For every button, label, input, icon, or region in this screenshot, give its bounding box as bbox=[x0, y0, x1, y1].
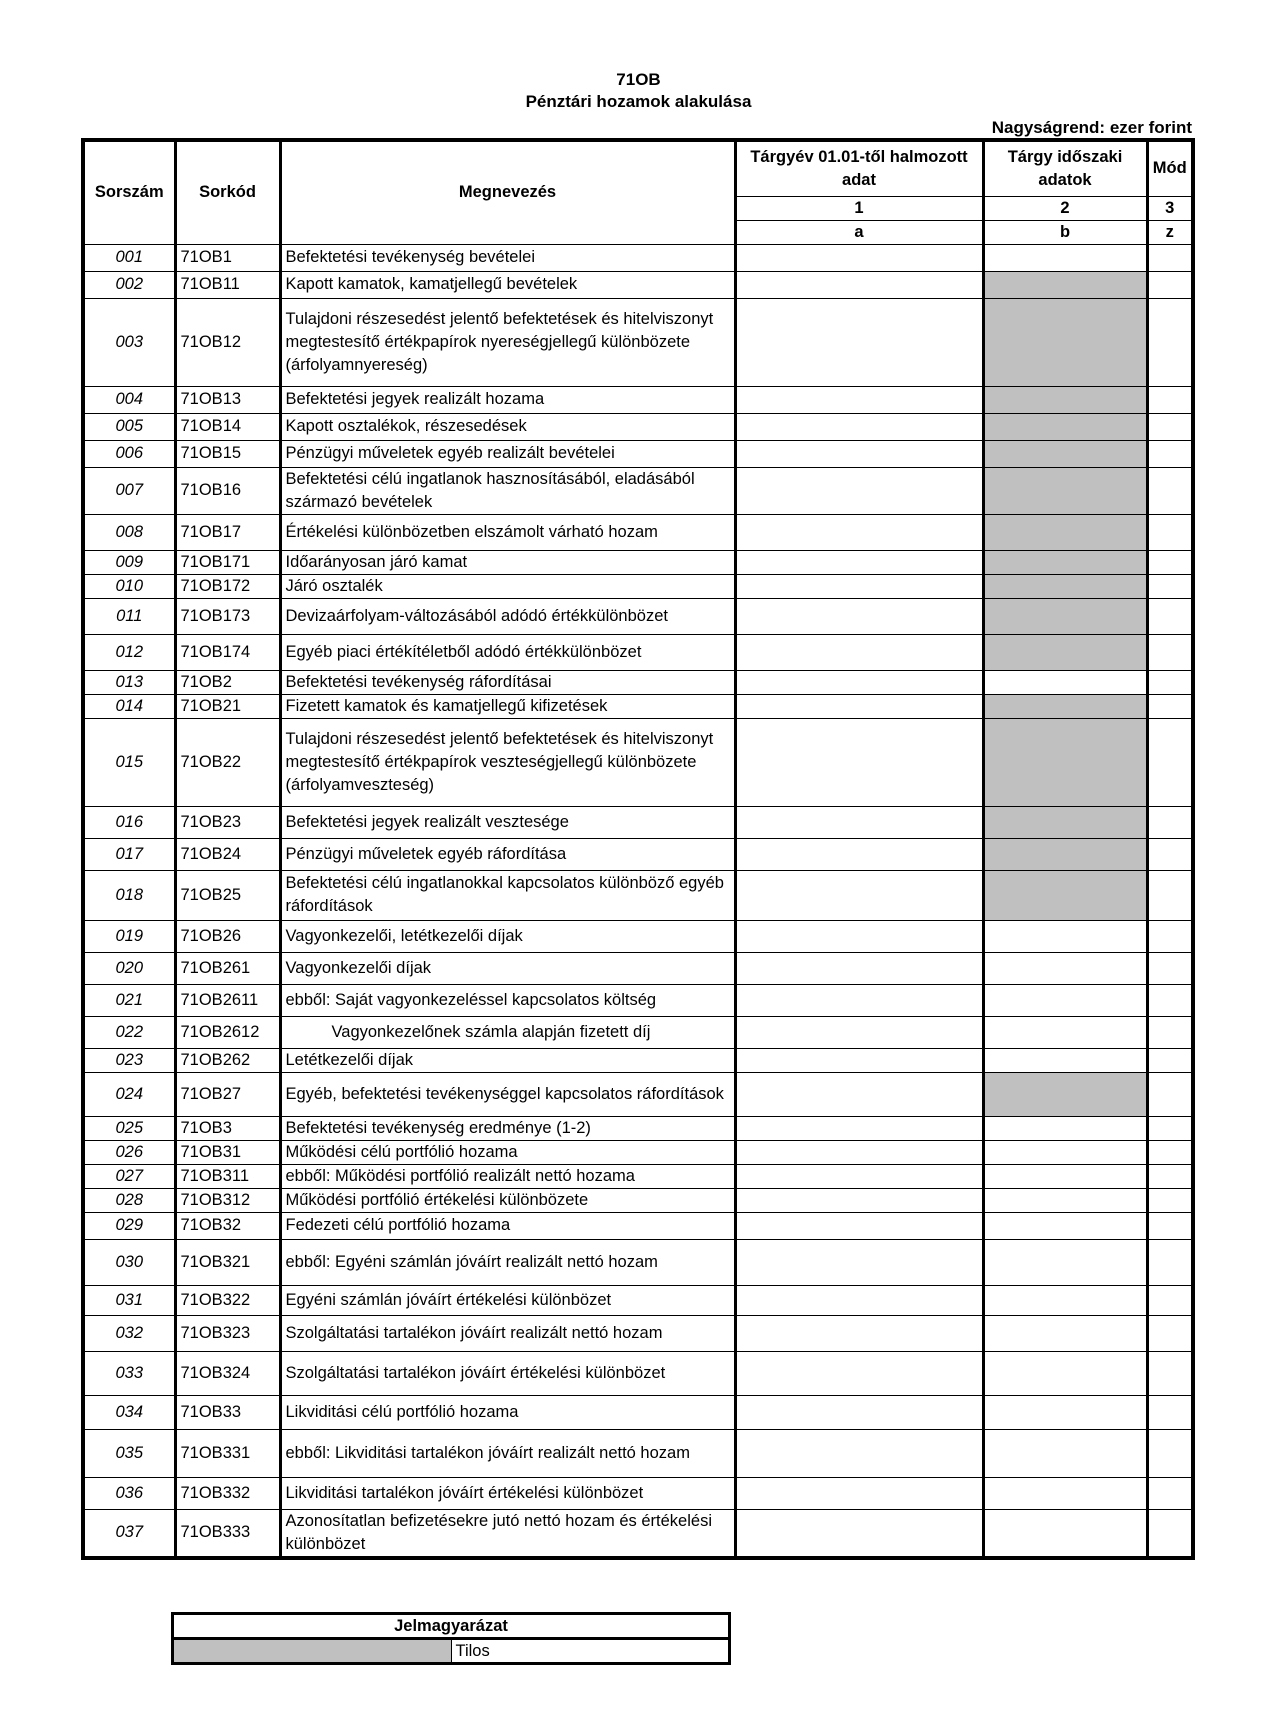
value-cell-b[interactable] bbox=[983, 1429, 1147, 1477]
row-name: Egyéni számlán jóváírt értékelési különbözet bbox=[280, 1285, 735, 1315]
mode-cell[interactable] bbox=[1147, 298, 1193, 386]
mode-cell[interactable] bbox=[1147, 1509, 1193, 1558]
table-row bbox=[83, 1048, 1193, 1072]
mode-cell[interactable] bbox=[1147, 598, 1193, 634]
value-cell-b[interactable] bbox=[983, 1239, 1147, 1285]
header-col3-num: 3 bbox=[1147, 196, 1193, 220]
table-row bbox=[83, 298, 1193, 386]
mode-cell[interactable] bbox=[1147, 670, 1193, 694]
forbidden-cell-b bbox=[983, 694, 1147, 718]
row-code: 71OB22 bbox=[175, 718, 280, 806]
row-index: 009 bbox=[83, 550, 175, 574]
row-index: 022 bbox=[83, 1016, 175, 1048]
forbidden-cell-b bbox=[983, 1072, 1147, 1116]
value-cell-a[interactable] bbox=[735, 1164, 983, 1188]
mode-cell[interactable] bbox=[1147, 244, 1193, 271]
mode-cell[interactable] bbox=[1147, 1140, 1193, 1164]
value-cell-a[interactable] bbox=[735, 1048, 983, 1072]
row-code: 71OB321 bbox=[175, 1239, 280, 1285]
row-name: Szolgáltatási tartalékon jóváírt realizált nettó hozam bbox=[280, 1315, 735, 1351]
header-sorszam: Sorszám bbox=[83, 140, 175, 244]
row-name: Befektetési jegyek realizált hozama bbox=[280, 386, 735, 413]
table-row bbox=[83, 1285, 1193, 1315]
legend-table bbox=[171, 1612, 731, 1665]
row-index: 008 bbox=[83, 514, 175, 550]
value-cell-a[interactable] bbox=[735, 598, 983, 634]
row-code: 71OB27 bbox=[175, 1072, 280, 1116]
row-index: 035 bbox=[83, 1429, 175, 1477]
table-row bbox=[83, 440, 1193, 467]
value-cell-a[interactable] bbox=[735, 984, 983, 1016]
row-code: 71OB171 bbox=[175, 550, 280, 574]
row-index: 010 bbox=[83, 574, 175, 598]
table-row bbox=[83, 1212, 1193, 1239]
row-index: 018 bbox=[83, 870, 175, 920]
value-cell-b[interactable] bbox=[983, 1315, 1147, 1351]
row-name: Vagyonkezelőnek számla alapján fizetett díj bbox=[280, 1016, 735, 1048]
table-row bbox=[83, 514, 1193, 550]
value-cell-b[interactable] bbox=[983, 1188, 1147, 1212]
table-row bbox=[83, 574, 1193, 598]
mode-cell[interactable] bbox=[1147, 1188, 1193, 1212]
row-name: ebből: Működési portfólió realizált nettó hozama bbox=[280, 1164, 735, 1188]
table-row bbox=[83, 1509, 1193, 1558]
row-index: 005 bbox=[83, 413, 175, 440]
row-code: 71OB13 bbox=[175, 386, 280, 413]
mode-cell[interactable] bbox=[1147, 694, 1193, 718]
forbidden-cell-b bbox=[983, 574, 1147, 598]
row-index: 012 bbox=[83, 634, 175, 670]
forbidden-cell-b bbox=[983, 598, 1147, 634]
value-cell-b[interactable] bbox=[983, 1477, 1147, 1509]
unit-label: Nagyságrend: ezer forint bbox=[991, 118, 1192, 137]
row-code: 71OB15 bbox=[175, 440, 280, 467]
value-cell-a[interactable] bbox=[735, 1016, 983, 1048]
value-cell-a[interactable] bbox=[735, 1477, 983, 1509]
row-index: 011 bbox=[83, 598, 175, 634]
value-cell-a[interactable] bbox=[735, 298, 983, 386]
row-name: Devizaárfolyam-változásából adódó értékkülönbözet bbox=[280, 598, 735, 634]
row-index: 013 bbox=[83, 670, 175, 694]
row-index: 037 bbox=[83, 1509, 175, 1558]
row-code: 71OB32 bbox=[175, 1212, 280, 1239]
mode-cell[interactable] bbox=[1147, 1212, 1193, 1239]
mode-cell[interactable] bbox=[1147, 1164, 1193, 1188]
table-row bbox=[83, 1072, 1193, 1116]
row-index: 020 bbox=[83, 952, 175, 984]
value-cell-b[interactable] bbox=[983, 984, 1147, 1016]
table-row bbox=[83, 718, 1193, 806]
row-code: 71OB174 bbox=[175, 634, 280, 670]
mode-cell[interactable] bbox=[1147, 984, 1193, 1016]
row-index: 001 bbox=[83, 244, 175, 271]
value-cell-a[interactable] bbox=[735, 1429, 983, 1477]
value-cell-b[interactable] bbox=[983, 670, 1147, 694]
row-code: 71OB262 bbox=[175, 1048, 280, 1072]
value-cell-a[interactable] bbox=[735, 1351, 983, 1395]
row-index: 029 bbox=[83, 1212, 175, 1239]
row-name: Likviditási tartalékon jóváírt értékelési különbözet bbox=[280, 1477, 735, 1509]
row-index: 031 bbox=[83, 1285, 175, 1315]
value-cell-a[interactable] bbox=[735, 514, 983, 550]
value-cell-b[interactable] bbox=[983, 244, 1147, 271]
value-cell-a[interactable] bbox=[735, 1509, 983, 1558]
mode-cell[interactable] bbox=[1147, 1395, 1193, 1429]
row-name: Befektetési célú ingatlanok hasznosításából, eladásából származó bevételek bbox=[280, 467, 735, 514]
value-cell-a[interactable] bbox=[735, 838, 983, 870]
value-cell-a[interactable] bbox=[735, 806, 983, 838]
table-row bbox=[83, 952, 1193, 984]
forbidden-cell-b bbox=[983, 440, 1147, 467]
value-cell-a[interactable] bbox=[735, 1395, 983, 1429]
row-index: 027 bbox=[83, 1164, 175, 1188]
value-cell-b[interactable] bbox=[983, 1048, 1147, 1072]
row-code: 71OB332 bbox=[175, 1477, 280, 1509]
legend-swatch bbox=[173, 1639, 452, 1664]
legend-label: Tilos bbox=[451, 1639, 730, 1664]
row-code: 71OB11 bbox=[175, 271, 280, 298]
mode-cell[interactable] bbox=[1147, 920, 1193, 952]
row-name: Időarányosan járó kamat bbox=[280, 550, 735, 574]
table-row bbox=[83, 413, 1193, 440]
row-name: ebből: Saját vagyonkezeléssel kapcsolatos költség bbox=[280, 984, 735, 1016]
table-row bbox=[83, 467, 1193, 514]
value-cell-b[interactable] bbox=[983, 1164, 1147, 1188]
row-name: Befektetési tevékenység bevételei bbox=[280, 244, 735, 271]
row-index: 015 bbox=[83, 718, 175, 806]
row-name: Befektetési célú ingatlanokkal kapcsolatos különböző egyéb ráfordítások bbox=[280, 870, 735, 920]
table-row bbox=[83, 634, 1193, 670]
forbidden-cell-b bbox=[983, 413, 1147, 440]
mode-cell[interactable] bbox=[1147, 514, 1193, 550]
forbidden-cell-b bbox=[983, 386, 1147, 413]
header-megnevezes: Megnevezés bbox=[280, 140, 735, 244]
row-code: 71OB31 bbox=[175, 1140, 280, 1164]
row-code: 71OB24 bbox=[175, 838, 280, 870]
forbidden-cell-b bbox=[983, 514, 1147, 550]
row-name: Értékelési különbözetben elszámolt várható hozam bbox=[280, 514, 735, 550]
row-code: 71OB23 bbox=[175, 806, 280, 838]
value-cell-a[interactable] bbox=[735, 718, 983, 806]
form-title: Pénztári hozamok alakulása bbox=[525, 92, 752, 111]
forbidden-cell-b bbox=[983, 838, 1147, 870]
mode-cell[interactable] bbox=[1147, 1072, 1193, 1116]
header-col1-title: Tárgyév 01.01-től halmozott adat bbox=[735, 140, 983, 196]
value-cell-a[interactable] bbox=[735, 440, 983, 467]
row-index: 033 bbox=[83, 1351, 175, 1395]
row-code: 71OB3 bbox=[175, 1116, 280, 1140]
row-index: 016 bbox=[83, 806, 175, 838]
row-index: 019 bbox=[83, 920, 175, 952]
forbidden-cell-b bbox=[983, 298, 1147, 386]
row-index: 025 bbox=[83, 1116, 175, 1140]
table-row bbox=[83, 1429, 1193, 1477]
table-row bbox=[83, 806, 1193, 838]
value-cell-a[interactable] bbox=[735, 467, 983, 514]
mode-cell[interactable] bbox=[1147, 718, 1193, 806]
mode-cell[interactable] bbox=[1147, 952, 1193, 984]
row-index: 030 bbox=[83, 1239, 175, 1285]
row-index: 002 bbox=[83, 271, 175, 298]
mode-cell[interactable] bbox=[1147, 467, 1193, 514]
value-cell-b[interactable] bbox=[983, 1509, 1147, 1558]
row-name: Fizetett kamatok és kamatjellegű kifizetések bbox=[280, 694, 735, 718]
header-sorkod: Sorkód bbox=[175, 140, 280, 244]
table-row bbox=[83, 550, 1193, 574]
row-code: 71OB26 bbox=[175, 920, 280, 952]
row-index: 026 bbox=[83, 1140, 175, 1164]
row-code: 71OB33 bbox=[175, 1395, 280, 1429]
row-name: Likviditási célú portfólió hozama bbox=[280, 1395, 735, 1429]
value-cell-a[interactable] bbox=[735, 550, 983, 574]
value-cell-a[interactable] bbox=[735, 1239, 983, 1285]
mode-cell[interactable] bbox=[1147, 440, 1193, 467]
row-name: Működési portfólió értékelési különbözete bbox=[280, 1188, 735, 1212]
row-index: 021 bbox=[83, 984, 175, 1016]
value-cell-a[interactable] bbox=[735, 1285, 983, 1315]
row-code: 71OB261 bbox=[175, 952, 280, 984]
row-code: 71OB14 bbox=[175, 413, 280, 440]
value-cell-a[interactable] bbox=[735, 1072, 983, 1116]
table-row bbox=[83, 1188, 1193, 1212]
row-code: 71OB21 bbox=[175, 694, 280, 718]
value-cell-b[interactable] bbox=[983, 1116, 1147, 1140]
mode-cell[interactable] bbox=[1147, 1315, 1193, 1351]
value-cell-a[interactable] bbox=[735, 413, 983, 440]
forbidden-cell-b bbox=[983, 806, 1147, 838]
row-name: Működési célú portfólió hozama bbox=[280, 1140, 735, 1164]
value-cell-b[interactable] bbox=[983, 920, 1147, 952]
value-cell-a[interactable] bbox=[735, 634, 983, 670]
table-row bbox=[83, 271, 1193, 298]
header-col1-num: 1 bbox=[735, 196, 983, 220]
value-cell-a[interactable] bbox=[735, 952, 983, 984]
row-index: 032 bbox=[83, 1315, 175, 1351]
row-name: ebből: Egyéni számlán jóváírt realizált nettó hozam bbox=[280, 1239, 735, 1285]
mode-cell[interactable] bbox=[1147, 271, 1193, 298]
table-row bbox=[83, 386, 1193, 413]
row-index: 036 bbox=[83, 1477, 175, 1509]
value-cell-a[interactable] bbox=[735, 870, 983, 920]
row-code: 71OB173 bbox=[175, 598, 280, 634]
mode-cell[interactable] bbox=[1147, 1239, 1193, 1285]
row-name: Vagyonkezelői díjak bbox=[280, 952, 735, 984]
row-code: 71OB25 bbox=[175, 870, 280, 920]
table-body bbox=[83, 244, 1193, 1558]
row-code: 71OB331 bbox=[175, 1429, 280, 1477]
row-name: Vagyonkezelői, letétkezelői díjak bbox=[280, 920, 735, 952]
header-col2-num: 2 bbox=[983, 196, 1147, 220]
row-name: Járó osztalék bbox=[280, 574, 735, 598]
table-row bbox=[83, 1315, 1193, 1351]
row-code: 71OB12 bbox=[175, 298, 280, 386]
row-index: 034 bbox=[83, 1395, 175, 1429]
forbidden-cell-b bbox=[983, 870, 1147, 920]
mode-cell[interactable] bbox=[1147, 806, 1193, 838]
row-name: Tulajdoni részesedést jelentő befektetések és hitelviszonyt megtestesítő értékpapírok veszteségjellegű különbözete (árfolyamveszteség) bbox=[280, 718, 735, 806]
row-index: 006 bbox=[83, 440, 175, 467]
row-code: 71OB311 bbox=[175, 1164, 280, 1188]
row-index: 024 bbox=[83, 1072, 175, 1116]
row-code: 71OB323 bbox=[175, 1315, 280, 1351]
value-cell-b[interactable] bbox=[983, 952, 1147, 984]
mode-cell[interactable] bbox=[1147, 1048, 1193, 1072]
header-col1-letter: a bbox=[735, 220, 983, 244]
forbidden-cell-b bbox=[983, 550, 1147, 574]
forbidden-cell-b bbox=[983, 271, 1147, 298]
header-col3-letter: z bbox=[1147, 220, 1193, 244]
table-row bbox=[83, 984, 1193, 1016]
table-row bbox=[83, 870, 1193, 920]
row-name: Egyéb piaci értékítéletből adódó értékkülönbözet bbox=[280, 634, 735, 670]
row-code: 71OB2 bbox=[175, 670, 280, 694]
report-table bbox=[81, 138, 1195, 1560]
value-cell-b[interactable] bbox=[983, 1351, 1147, 1395]
row-code: 71OB333 bbox=[175, 1509, 280, 1558]
row-name: Befektetési tevékenység eredménye (1-2) bbox=[280, 1116, 735, 1140]
row-code: 71OB322 bbox=[175, 1285, 280, 1315]
value-cell-a[interactable] bbox=[735, 920, 983, 952]
mode-cell[interactable] bbox=[1147, 550, 1193, 574]
row-name: Befektetési jegyek realizált vesztesége bbox=[280, 806, 735, 838]
row-name: Pénzügyi műveletek egyéb realizált bevételei bbox=[280, 440, 735, 467]
row-name: Azonosítatlan befizetésekre jutó nettó hozam és értékelési különbözet bbox=[280, 1509, 735, 1558]
header-col2-title: Tárgy időszaki adatok bbox=[983, 140, 1147, 196]
value-cell-b[interactable] bbox=[983, 1285, 1147, 1315]
value-cell-a[interactable] bbox=[735, 1140, 983, 1164]
mode-cell[interactable] bbox=[1147, 1116, 1193, 1140]
mode-cell[interactable] bbox=[1147, 413, 1193, 440]
table-row bbox=[83, 598, 1193, 634]
value-cell-a[interactable] bbox=[735, 271, 983, 298]
value-cell-b[interactable] bbox=[983, 1140, 1147, 1164]
row-index: 007 bbox=[83, 467, 175, 514]
row-code: 71OB2612 bbox=[175, 1016, 280, 1048]
row-index: 004 bbox=[83, 386, 175, 413]
row-name: Tulajdoni részesedést jelentő befektetések és hitelviszonyt megtestesítő értékpapírok nyereségjellegű különbözete (árfolyamnyereség) bbox=[280, 298, 735, 386]
row-index: 017 bbox=[83, 838, 175, 870]
table-row bbox=[83, 1164, 1193, 1188]
row-name: Fedezeti célú portfólió hozama bbox=[280, 1212, 735, 1239]
row-index: 003 bbox=[83, 298, 175, 386]
table-row bbox=[83, 1016, 1193, 1048]
mode-cell[interactable] bbox=[1147, 634, 1193, 670]
table-row bbox=[83, 1239, 1193, 1285]
mode-cell[interactable] bbox=[1147, 838, 1193, 870]
row-code: 71OB1 bbox=[175, 244, 280, 271]
row-code: 71OB324 bbox=[175, 1351, 280, 1395]
row-index: 014 bbox=[83, 694, 175, 718]
value-cell-b[interactable] bbox=[983, 1395, 1147, 1429]
row-index: 023 bbox=[83, 1048, 175, 1072]
value-cell-a[interactable] bbox=[735, 1116, 983, 1140]
value-cell-a[interactable] bbox=[735, 1212, 983, 1239]
table-row bbox=[83, 1140, 1193, 1164]
table-row bbox=[83, 694, 1193, 718]
value-cell-a[interactable] bbox=[735, 694, 983, 718]
header-col3-title: Mód bbox=[1147, 140, 1193, 196]
mode-cell[interactable] bbox=[1147, 574, 1193, 598]
mode-cell[interactable] bbox=[1147, 870, 1193, 920]
value-cell-a[interactable] bbox=[735, 386, 983, 413]
row-code: 71OB2611 bbox=[175, 984, 280, 1016]
row-name: Kapott osztalékok, részesedések bbox=[280, 413, 735, 440]
forbidden-cell-b bbox=[983, 718, 1147, 806]
table-row bbox=[83, 920, 1193, 952]
value-cell-a[interactable] bbox=[735, 670, 983, 694]
forbidden-cell-b bbox=[983, 634, 1147, 670]
table-row bbox=[83, 838, 1193, 870]
table-row bbox=[83, 1395, 1193, 1429]
value-cell-a[interactable] bbox=[735, 1315, 983, 1351]
row-name: Egyéb, befektetési tevékenységgel kapcsolatos ráfordítások bbox=[280, 1072, 735, 1116]
row-name: Befektetési tevékenység ráfordításai bbox=[280, 670, 735, 694]
table-row bbox=[83, 670, 1193, 694]
row-code: 71OB17 bbox=[175, 514, 280, 550]
value-cell-a[interactable] bbox=[735, 1188, 983, 1212]
row-name: ebből: Likviditási tartalékon jóváírt realizált nettó hozam bbox=[280, 1429, 735, 1477]
mode-cell[interactable] bbox=[1147, 386, 1193, 413]
table-row bbox=[83, 244, 1193, 271]
value-cell-a[interactable] bbox=[735, 574, 983, 598]
row-name: Kapott kamatok, kamatjellegű bevételek bbox=[280, 271, 735, 298]
value-cell-a[interactable] bbox=[735, 244, 983, 271]
row-name: Letétkezelői díjak bbox=[280, 1048, 735, 1072]
header-col2-letter: b bbox=[983, 220, 1147, 244]
row-name: Szolgáltatási tartalékon jóváírt értékelési különbözet bbox=[280, 1351, 735, 1395]
value-cell-b[interactable] bbox=[983, 1016, 1147, 1048]
value-cell-b[interactable] bbox=[983, 1212, 1147, 1239]
legend-title: Jelmagyarázat bbox=[173, 1614, 730, 1639]
forbidden-cell-b bbox=[983, 467, 1147, 514]
row-code: 71OB16 bbox=[175, 467, 280, 514]
mode-cell[interactable] bbox=[1147, 1351, 1193, 1395]
mode-cell[interactable] bbox=[1147, 1016, 1193, 1048]
row-index: 028 bbox=[83, 1188, 175, 1212]
table-row bbox=[83, 1477, 1193, 1509]
mode-cell[interactable] bbox=[1147, 1477, 1193, 1509]
row-code: 71OB312 bbox=[175, 1188, 280, 1212]
table-row bbox=[83, 1351, 1193, 1395]
table-row bbox=[83, 1116, 1193, 1140]
mode-cell[interactable] bbox=[1147, 1429, 1193, 1477]
row-code: 71OB172 bbox=[175, 574, 280, 598]
form-code: 71OB bbox=[616, 70, 661, 89]
mode-cell[interactable] bbox=[1147, 1285, 1193, 1315]
row-name: Pénzügyi műveletek egyéb ráfordítása bbox=[280, 838, 735, 870]
